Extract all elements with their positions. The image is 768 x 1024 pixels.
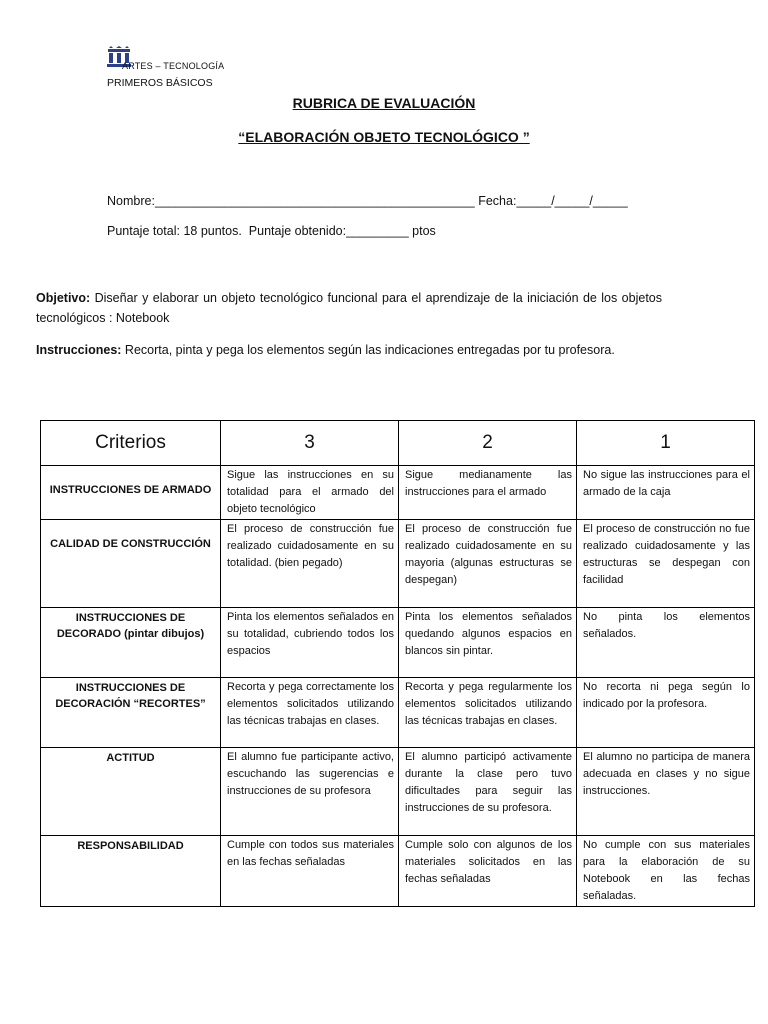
name-field[interactable]: ______________________________________________ xyxy=(154,194,475,208)
table-row xyxy=(41,836,755,907)
score-3-cell: Recorta y pega correctamente los elementos solicitados utilizando las técnicas trabajas en clases. xyxy=(221,678,399,748)
table-row xyxy=(41,520,755,608)
header-criteria: Criterios xyxy=(41,421,221,466)
score-1-cell: No recorta ni pega según lo indicado por la profesora. xyxy=(577,678,755,748)
table-row xyxy=(41,466,755,520)
score-unit: ptos xyxy=(412,224,436,238)
criterion-cell: ACTITUD xyxy=(41,748,221,836)
criterion-cell: INSTRUCCIONES DE DECORADO (pintar dibujos) xyxy=(41,608,221,678)
objective-paragraph xyxy=(36,288,662,328)
score-2-cell: Pinta los elementos señalados quedando algunos espacios en blancos sin pintar. xyxy=(399,608,577,678)
objective-label: Objetivo: xyxy=(36,291,91,305)
header-score-2: 2 xyxy=(399,421,577,466)
name-label: Nombre: xyxy=(107,194,155,208)
obtained-score-field[interactable]: _________ xyxy=(346,224,409,238)
header-score-3: 3 xyxy=(221,421,399,466)
score-3-cell: Cumple con todos sus materiales en las fechas señaladas xyxy=(221,836,399,907)
table-header-row xyxy=(41,421,755,466)
score-3-cell: Sigue las instrucciones en su totalidad para el armado del objeto tecnológico xyxy=(221,466,399,520)
course-level-label: PRIMEROS BÁSICOS xyxy=(107,77,213,89)
criterion-cell: INSTRUCCIONES DE DECORACIÓN “RECORTES” xyxy=(41,678,221,748)
document-title: RUBRICA DE EVALUACIÓN xyxy=(292,95,476,111)
score-2-cell: Recorta y pega regularmente los elementos solicitados utilizando las técnicas trabajas en clases. xyxy=(399,678,577,748)
document-subtitle: “ELABORACIÓN OBJETO TECNOLÓGICO ” xyxy=(238,129,530,145)
criterion-cell: INSTRUCCIONES DE ARMADO xyxy=(41,466,221,520)
date-field[interactable]: _____/_____/_____ xyxy=(516,194,628,208)
criterion-cell: RESPONSABILIDAD xyxy=(41,836,221,907)
table-row xyxy=(41,678,755,748)
objective-text: Diseñar y elaborar un objeto tecnológico funcional para el aprendizaje de la iniciación de los objetos tecnológicos : Notebook xyxy=(36,291,662,325)
table-row xyxy=(41,608,755,678)
total-score-text: Puntaje total: 18 puntos. xyxy=(107,224,242,238)
instructions-label: Instrucciones: xyxy=(36,343,122,357)
date-label: Fecha: xyxy=(478,194,517,208)
score-1-cell: No cumple con sus materiales para la elaboración de su Notebook en las fechas señaladas. xyxy=(577,836,755,907)
score-3-cell: Pinta los elementos señalados en su totalidad, cubriendo todos los espacios xyxy=(221,608,399,678)
header-score-1: 1 xyxy=(577,421,755,466)
score-2-cell: El alumno participó activamente durante la clase pero tuvo dificultades para seguir las instrucciones de su profesora. xyxy=(399,748,577,836)
rubric-table xyxy=(40,420,755,907)
score-3-cell: El proceso de construcción fue realizado cuidadosamente en su totalidad. (bien pegado) xyxy=(221,520,399,608)
score-1-cell: No sigue las instrucciones para el armado de la caja xyxy=(577,466,755,520)
instructions-paragraph xyxy=(36,340,662,360)
score-2-cell: Cumple solo con algunos de los materiales solicitados en las fechas señaladas xyxy=(399,836,577,907)
score-1-cell: El proceso de construcción no fue realizado cuidadosamente y las estructuras se despegan con facilidad xyxy=(577,520,755,608)
score-2-cell: El proceso de construcción fue realizado cuidadosamente en su mayoria (algunas estructuras se despegan) xyxy=(399,520,577,608)
score-1-cell: El alumno no participa de manera adecuada en clases y no sigue instrucciones. xyxy=(577,748,755,836)
obtained-score-label: Puntaje obtenido: xyxy=(248,224,347,238)
score-3-cell: El alumno fue participante activo, escuchando las sugerencias e instrucciones de su profesora xyxy=(221,748,399,836)
score-line xyxy=(107,224,436,238)
criterion-cell: CALIDAD DE CONSTRUCCIÓN xyxy=(41,520,221,608)
instructions-text: Recorta, pinta y pega los elementos según las indicaciones entregadas por tu profesora. xyxy=(124,343,615,357)
score-2-cell: Sigue medianamente las instrucciones para el armado xyxy=(399,466,577,520)
department-label: ARTES – TECNOLOGÍA xyxy=(122,61,225,71)
table-row xyxy=(41,748,755,836)
score-1-cell: No pinta los elementos señalados. xyxy=(577,608,755,678)
name-date-line xyxy=(107,194,628,208)
